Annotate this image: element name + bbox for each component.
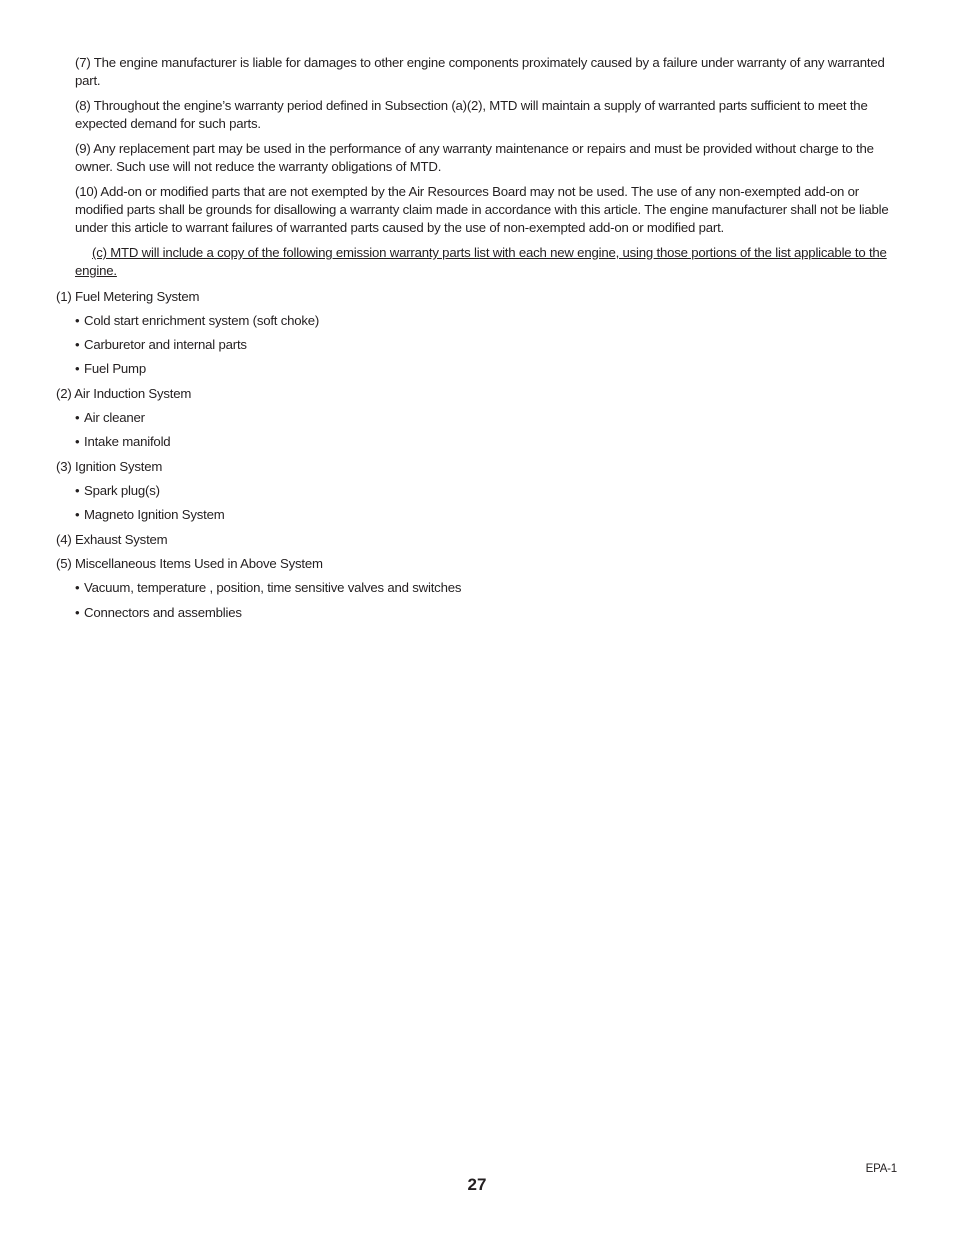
section-heading-air-induction: (2) Air Induction System xyxy=(56,386,192,401)
page-number: 27 xyxy=(467,1175,487,1194)
list-item-text: Connectors and assemblies xyxy=(84,605,242,620)
list-item-text: Cold start enrichment system (soft choke) xyxy=(84,313,320,328)
paragraph-c: (c) MTD will include a copy of the following emission warranty parts list with each new engine, using those portions of the list applicable to the engine. xyxy=(75,245,887,278)
list-item xyxy=(75,312,319,330)
list-item-text: Fuel Pump xyxy=(84,361,146,376)
paragraph-9: (9) Any replacement part may be used in the performance of any warranty maintenance or repairs and must be provided without charge to the owner. Such use will not reduce the warranty obligations of MTD. xyxy=(75,141,874,174)
list-item-text: Spark plug(s) xyxy=(84,483,160,498)
list-item xyxy=(75,336,247,354)
list-item xyxy=(75,579,461,597)
paragraph-7: (7) The engine manufacturer is liable for damages to other engine components proximately caused by a failure under warranty of any warranted part. xyxy=(75,55,885,88)
paragraph-8: (8) Throughout the engine’s warranty period defined in Subsection (a)(2), MTD will maintain a supply of warranted parts sufficient to meet the expected demand for such parts. xyxy=(75,98,868,131)
bullet-icon: • xyxy=(75,605,80,620)
bullet-icon: • xyxy=(75,313,80,328)
bullet-icon: • xyxy=(75,434,80,449)
section-heading-miscellaneous: (5) Miscellaneous Items Used in Above System xyxy=(56,556,323,571)
list-item xyxy=(75,604,242,622)
bullet-icon: • xyxy=(75,410,80,425)
list-item-text: Air cleaner xyxy=(84,410,145,425)
bullet-icon: • xyxy=(75,580,80,595)
section-heading-ignition: (3) Ignition System xyxy=(56,459,163,474)
list-item xyxy=(75,409,145,427)
list-item-text: Intake manifold xyxy=(84,434,171,449)
document-code: EPA-1 xyxy=(865,1163,897,1175)
list-item xyxy=(75,482,160,500)
list-item-text: Magneto Ignition System xyxy=(84,507,225,522)
bullet-icon: • xyxy=(75,483,80,498)
list-item-text: Vacuum, temperature , position, time sensitive valves and switches xyxy=(84,580,462,595)
section-heading-fuel-metering: (1) Fuel Metering System xyxy=(56,289,200,304)
bullet-icon: • xyxy=(75,507,80,522)
bullet-icon: • xyxy=(75,337,80,352)
list-item xyxy=(75,360,146,378)
list-item-text: Carburetor and internal parts xyxy=(84,337,247,352)
paragraph-10: (10) Add-on or modified parts that are not exempted by the Air Resources Board may not be used. The use of any non-exempted add-on or modified parts shall be grounds for disallowing a warranty claim made in accordance with this article. The engine manufacturer shall not be liable under this article to warrant failures of warranted parts caused by the use of non-exempted add-on or modified part. xyxy=(75,184,889,235)
section-heading-exhaust: (4) Exhaust System xyxy=(56,532,168,547)
list-item xyxy=(75,506,225,524)
list-item xyxy=(75,433,170,451)
bullet-icon: • xyxy=(75,361,80,376)
